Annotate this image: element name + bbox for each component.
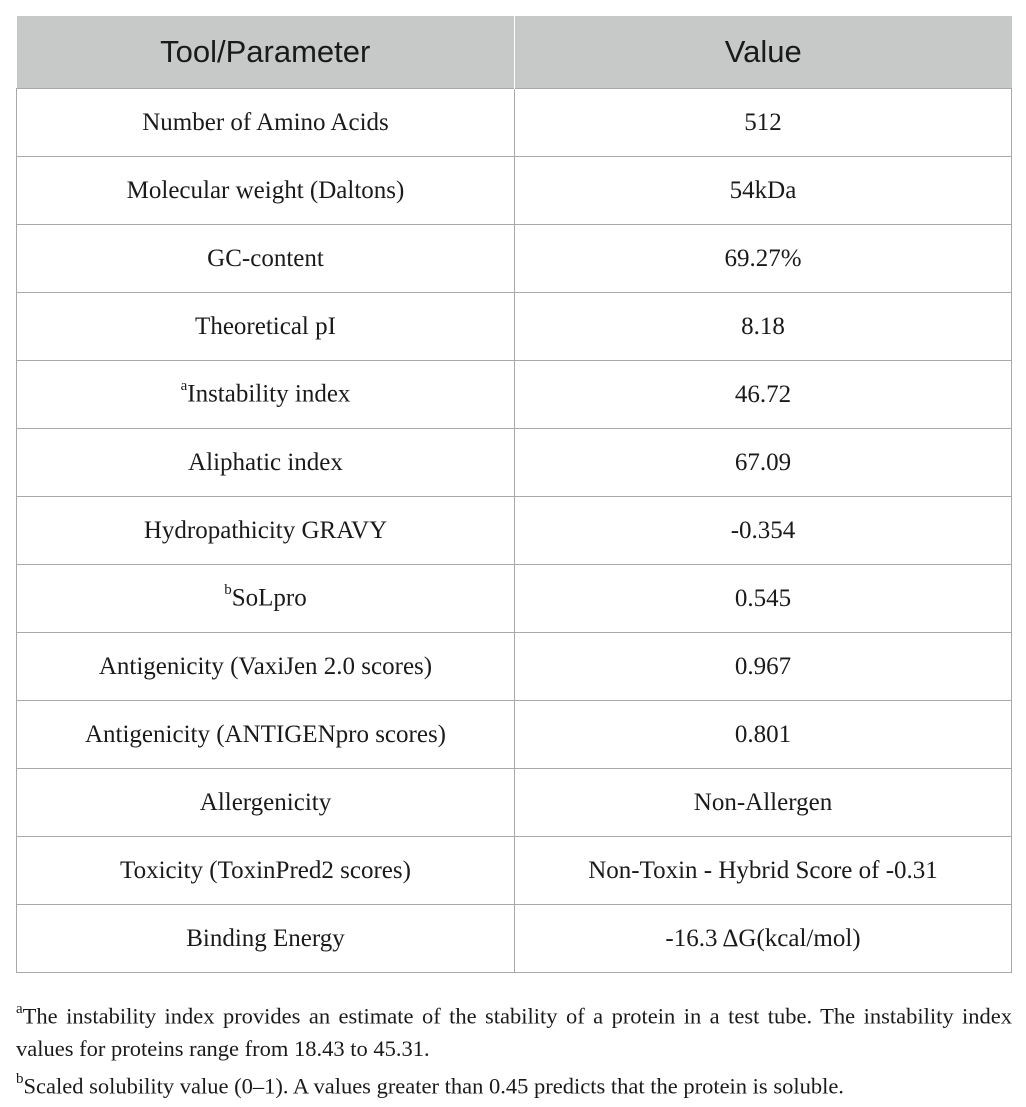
value-cell: 0.545 <box>515 565 1012 633</box>
table-row <box>17 701 1012 769</box>
table-row <box>17 633 1012 701</box>
header-value: Value <box>515 16 1012 89</box>
footnote-b <box>16 1065 1012 1103</box>
properties-table <box>16 16 1012 973</box>
param-cell <box>17 293 515 361</box>
table-row <box>17 225 1012 293</box>
param-cell <box>17 157 515 225</box>
table-row <box>17 361 1012 429</box>
param-label: Theoretical pI <box>195 312 336 340</box>
value-cell: 0.801 <box>515 701 1012 769</box>
value-cell: 67.09 <box>515 429 1012 497</box>
table-footnotes <box>16 995 1012 1102</box>
value-cell: -16.3 ΔG(kcal/mol) <box>515 905 1012 973</box>
value-cell: 512 <box>515 89 1012 157</box>
param-cell <box>17 905 515 973</box>
properties-table-container <box>16 16 1011 973</box>
table-row <box>17 497 1012 565</box>
param-label: Instability index <box>187 380 351 408</box>
param-cell <box>17 89 515 157</box>
table-row <box>17 429 1012 497</box>
table-row <box>17 89 1012 157</box>
param-label: Antigenicity (VaxiJen 2.0 scores) <box>98 652 433 680</box>
param-label: Allergenicity <box>199 788 332 816</box>
param-label: Binding Energy <box>186 924 345 952</box>
value-cell: Non-Allergen <box>515 769 1012 837</box>
footnote-a <box>16 995 1012 1065</box>
param-cell <box>17 633 515 701</box>
table-row <box>17 293 1012 361</box>
header-row <box>17 16 1012 89</box>
param-cell <box>17 701 515 769</box>
header-tool-parameter: Tool/Parameter <box>17 16 515 89</box>
param-cell <box>17 497 515 565</box>
table-row <box>17 157 1012 225</box>
footnote-marker: b <box>224 582 232 599</box>
param-label: SoLpro <box>231 584 307 612</box>
param-label: Aliphatic index <box>188 448 343 476</box>
param-label: Toxicity (ToxinPred2 scores) <box>120 856 411 884</box>
param-label: Number of Amino Acids <box>142 108 389 136</box>
table-row <box>17 769 1012 837</box>
footnote-marker: b <box>16 1070 24 1087</box>
table-body <box>17 89 1012 973</box>
param-label: Hydropathicity GRAVY <box>143 516 388 544</box>
param-cell <box>17 837 515 905</box>
value-cell: 69.27% <box>515 225 1012 293</box>
param-cell <box>17 565 515 633</box>
footnote-marker: a <box>16 1001 23 1017</box>
footnote-text: Scaled solubility value (0–1). A values greater than 0.45 predicts that the protein is soluble. <box>23 1073 844 1098</box>
table-header <box>17 16 1012 89</box>
footnote-marker: a <box>180 378 188 395</box>
param-cell <box>17 225 515 293</box>
param-label: GC-content <box>207 244 324 272</box>
param-label: Molecular weight (Daltons) <box>126 176 405 204</box>
value-cell: 46.72 <box>515 361 1012 429</box>
value-cell: Non-Toxin - Hybrid Score of -0.31 <box>515 837 1012 905</box>
param-cell <box>17 429 515 497</box>
param-cell <box>17 769 515 837</box>
value-cell: -0.354 <box>515 497 1012 565</box>
param-cell <box>17 361 515 429</box>
table-row <box>17 565 1012 633</box>
value-cell: 8.18 <box>515 293 1012 361</box>
param-label: Antigenicity (ANTIGENpro scores) <box>84 720 446 748</box>
value-cell: 0.967 <box>515 633 1012 701</box>
footnote-text: The instability index provides an estimate of the stability of a protein in a test tube. The instability index values for proteins range from 18.43 to 45.31. <box>16 1003 1012 1061</box>
table-row <box>17 837 1012 905</box>
value-cell: 54kDa <box>515 157 1012 225</box>
table-row <box>17 905 1012 973</box>
